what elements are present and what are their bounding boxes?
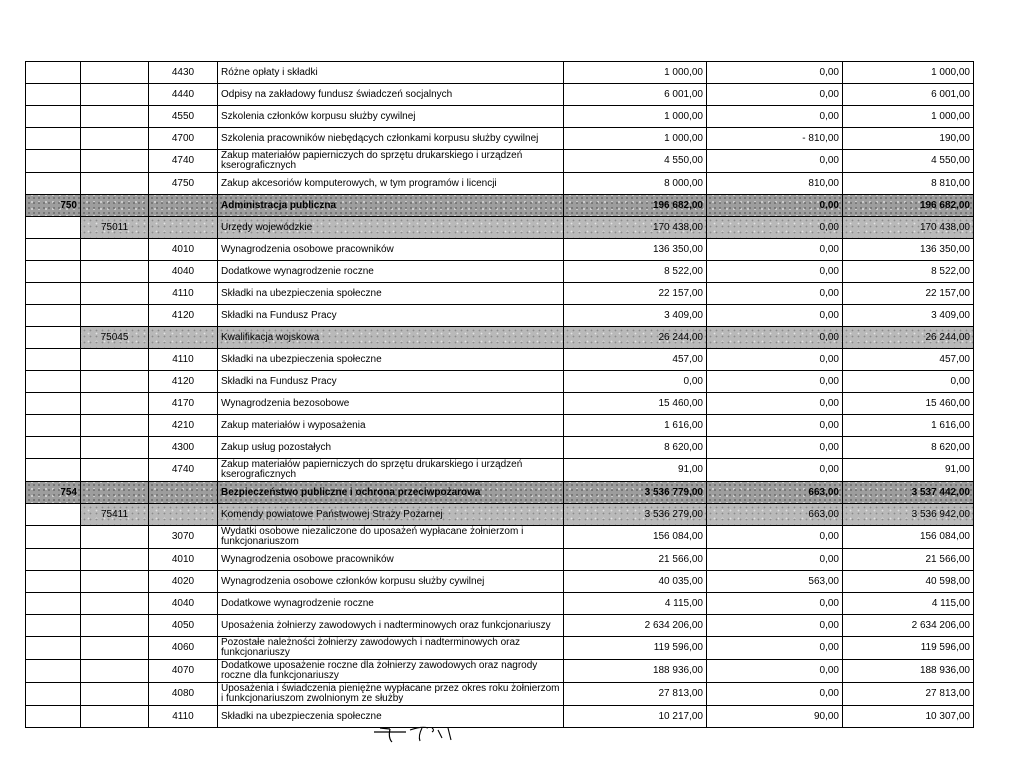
plan-amount-cell: 156 084,00 bbox=[564, 526, 707, 549]
change-amount-cell: 0,00 bbox=[707, 261, 843, 283]
after-change-amount-cell: 136 350,00 bbox=[843, 239, 974, 261]
section-row bbox=[26, 482, 974, 504]
paragraf-cell: 4120 bbox=[149, 371, 218, 393]
change-amount-cell: 0,00 bbox=[707, 217, 843, 239]
after-change-amount-cell: 196 682,00 bbox=[843, 195, 974, 217]
rozdzial-cell bbox=[81, 393, 149, 415]
plan-amount-cell: 6 001,00 bbox=[564, 84, 707, 106]
plan-amount-cell: 21 566,00 bbox=[564, 549, 707, 571]
table-row bbox=[26, 660, 974, 683]
paragraf-cell bbox=[149, 482, 218, 504]
handwritten-signature bbox=[366, 716, 496, 746]
rozdzial-cell bbox=[81, 549, 149, 571]
change-amount-cell: 810,00 bbox=[707, 173, 843, 195]
paragraf-cell: 4750 bbox=[149, 173, 218, 195]
after-change-amount-cell: 10 307,00 bbox=[843, 706, 974, 728]
paragraf-cell: 4010 bbox=[149, 239, 218, 261]
paragraf-cell bbox=[149, 327, 218, 349]
item-name-cell: Uposażenia i świadczenia pieniężne wypłacane przez okres roku żołnierzom i funkcjonariuszom zwolnionym ze służby bbox=[218, 683, 564, 706]
dzial-cell bbox=[26, 459, 81, 482]
dzial-cell bbox=[26, 106, 81, 128]
rozdzial-cell bbox=[81, 349, 149, 371]
table-row bbox=[26, 459, 974, 482]
rozdzial-cell bbox=[81, 305, 149, 327]
change-amount-cell: 0,00 bbox=[707, 349, 843, 371]
plan-amount-cell: 196 682,00 bbox=[564, 195, 707, 217]
rozdzial-cell bbox=[81, 683, 149, 706]
change-amount-cell: 0,00 bbox=[707, 195, 843, 217]
after-change-amount-cell: 26 244,00 bbox=[843, 327, 974, 349]
plan-amount-cell: 26 244,00 bbox=[564, 327, 707, 349]
dzial-cell bbox=[26, 349, 81, 371]
dzial-cell bbox=[26, 571, 81, 593]
after-change-amount-cell: 1 000,00 bbox=[843, 106, 974, 128]
change-amount-cell: 0,00 bbox=[707, 615, 843, 637]
dzial-cell bbox=[26, 393, 81, 415]
change-amount-cell: 0,00 bbox=[707, 415, 843, 437]
after-change-amount-cell: 27 813,00 bbox=[843, 683, 974, 706]
table-row bbox=[26, 571, 974, 593]
rozdzial-cell bbox=[81, 593, 149, 615]
table-row bbox=[26, 593, 974, 615]
paragraf-cell: 4740 bbox=[149, 150, 218, 173]
paragraf-cell bbox=[149, 504, 218, 526]
change-amount-cell: 0,00 bbox=[707, 371, 843, 393]
table-row bbox=[26, 393, 974, 415]
plan-amount-cell: 119 596,00 bbox=[564, 637, 707, 660]
plan-amount-cell: 8 000,00 bbox=[564, 173, 707, 195]
item-name-cell: Zakup materiałów i wyposażenia bbox=[218, 415, 564, 437]
dzial-cell bbox=[26, 84, 81, 106]
plan-amount-cell: 91,00 bbox=[564, 459, 707, 482]
change-amount-cell: 0,00 bbox=[707, 150, 843, 173]
paragraf-cell: 4110 bbox=[149, 283, 218, 305]
item-name-cell: Składki na Fundusz Pracy bbox=[218, 305, 564, 327]
dzial-cell bbox=[26, 239, 81, 261]
plan-amount-cell: 1 000,00 bbox=[564, 62, 707, 84]
rozdzial-cell bbox=[81, 239, 149, 261]
change-amount-cell: 0,00 bbox=[707, 62, 843, 84]
after-change-amount-cell: 188 936,00 bbox=[843, 660, 974, 683]
dzial-cell bbox=[26, 549, 81, 571]
plan-amount-cell: 40 035,00 bbox=[564, 571, 707, 593]
table-row bbox=[26, 526, 974, 549]
dzial-cell bbox=[26, 305, 81, 327]
rozdzial-cell bbox=[81, 482, 149, 504]
paragraf-cell: 4060 bbox=[149, 637, 218, 660]
plan-amount-cell: 8 522,00 bbox=[564, 261, 707, 283]
subsection-row bbox=[26, 327, 974, 349]
plan-amount-cell: 4 115,00 bbox=[564, 593, 707, 615]
item-name-cell: Bezpieczeństwo publiczne i ochrona przeciwpożarowa bbox=[218, 482, 564, 504]
table-row bbox=[26, 261, 974, 283]
plan-amount-cell: 10 217,00 bbox=[564, 706, 707, 728]
after-change-amount-cell: 6 001,00 bbox=[843, 84, 974, 106]
table-row bbox=[26, 415, 974, 437]
item-name-cell: Wydatki osobowe niezaliczone do uposażeń wypłacane żołnierzom i funkcjonariuszom bbox=[218, 526, 564, 549]
table-row bbox=[26, 173, 974, 195]
after-change-amount-cell: 8 810,00 bbox=[843, 173, 974, 195]
paragraf-cell: 4700 bbox=[149, 128, 218, 150]
rozdzial-cell bbox=[81, 660, 149, 683]
plan-amount-cell: 15 460,00 bbox=[564, 393, 707, 415]
table-row bbox=[26, 615, 974, 637]
table-row bbox=[26, 239, 974, 261]
rozdzial-cell bbox=[81, 128, 149, 150]
change-amount-cell: 0,00 bbox=[707, 549, 843, 571]
dzial-cell bbox=[26, 62, 81, 84]
plan-amount-cell: 22 157,00 bbox=[564, 283, 707, 305]
paragraf-cell: 4010 bbox=[149, 549, 218, 571]
change-amount-cell: 0,00 bbox=[707, 526, 843, 549]
after-change-amount-cell: 40 598,00 bbox=[843, 571, 974, 593]
after-change-amount-cell: 3 537 442,00 bbox=[843, 482, 974, 504]
item-name-cell: Zakup usług pozostałych bbox=[218, 437, 564, 459]
item-name-cell: Uposażenia żołnierzy zawodowych i nadterminowych oraz funkcjonariuszy bbox=[218, 615, 564, 637]
paragraf-cell: 4740 bbox=[149, 459, 218, 482]
table-row bbox=[26, 84, 974, 106]
dzial-cell bbox=[26, 327, 81, 349]
after-change-amount-cell: 457,00 bbox=[843, 349, 974, 371]
dzial-cell bbox=[26, 261, 81, 283]
rozdzial-cell bbox=[81, 437, 149, 459]
change-amount-cell: 0,00 bbox=[707, 393, 843, 415]
plan-amount-cell: 1 616,00 bbox=[564, 415, 707, 437]
plan-amount-cell: 8 620,00 bbox=[564, 437, 707, 459]
rozdzial-cell: 75011 bbox=[81, 217, 149, 239]
item-name-cell: Wynagrodzenia bezosobowe bbox=[218, 393, 564, 415]
dzial-cell bbox=[26, 526, 81, 549]
table-row bbox=[26, 437, 974, 459]
change-amount-cell: 0,00 bbox=[707, 593, 843, 615]
after-change-amount-cell: 15 460,00 bbox=[843, 393, 974, 415]
dzial-cell bbox=[26, 437, 81, 459]
section-row bbox=[26, 195, 974, 217]
change-amount-cell: 0,00 bbox=[707, 660, 843, 683]
table-row bbox=[26, 349, 974, 371]
item-name-cell: Wynagrodzenia osobowe członków korpusu służby cywilnej bbox=[218, 571, 564, 593]
dzial-cell bbox=[26, 615, 81, 637]
plan-amount-cell: 2 634 206,00 bbox=[564, 615, 707, 637]
plan-amount-cell: 188 936,00 bbox=[564, 660, 707, 683]
item-name-cell: Szkolenia pracowników niebędących członkami korpusu służby cywilnej bbox=[218, 128, 564, 150]
after-change-amount-cell: 2 634 206,00 bbox=[843, 615, 974, 637]
rozdzial-cell: 75045 bbox=[81, 327, 149, 349]
after-change-amount-cell: 4 115,00 bbox=[843, 593, 974, 615]
item-name-cell: Zakup akcesoriów komputerowych, w tym programów i licencji bbox=[218, 173, 564, 195]
dzial-cell: 754 bbox=[26, 482, 81, 504]
item-name-cell: Dodatkowe uposażenie roczne dla żołnierzy zawodowych oraz nagrody roczne dla funkcjonariuszy bbox=[218, 660, 564, 683]
paragraf-cell: 4110 bbox=[149, 349, 218, 371]
item-name-cell: Składki na ubezpieczenia społeczne bbox=[218, 349, 564, 371]
plan-amount-cell: 457,00 bbox=[564, 349, 707, 371]
dzial-cell bbox=[26, 217, 81, 239]
dzial-cell bbox=[26, 150, 81, 173]
plan-amount-cell: 27 813,00 bbox=[564, 683, 707, 706]
rozdzial-cell bbox=[81, 706, 149, 728]
paragraf-cell: 4040 bbox=[149, 261, 218, 283]
paragraf-cell bbox=[149, 195, 218, 217]
after-change-amount-cell: 91,00 bbox=[843, 459, 974, 482]
paragraf-cell: 4550 bbox=[149, 106, 218, 128]
dzial-cell bbox=[26, 593, 81, 615]
table-row bbox=[26, 106, 974, 128]
rozdzial-cell bbox=[81, 173, 149, 195]
item-name-cell: Dodatkowe wynagrodzenie roczne bbox=[218, 261, 564, 283]
paragraf-cell: 4440 bbox=[149, 84, 218, 106]
change-amount-cell: 0,00 bbox=[707, 106, 843, 128]
after-change-amount-cell: 8 620,00 bbox=[843, 437, 974, 459]
change-amount-cell: 0,00 bbox=[707, 683, 843, 706]
change-amount-cell: 0,00 bbox=[707, 459, 843, 482]
rozdzial-cell bbox=[81, 150, 149, 173]
item-name-cell: Odpisy na zakładowy fundusz świadczeń socjalnych bbox=[218, 84, 564, 106]
item-name-cell: Dodatkowe wynagrodzenie roczne bbox=[218, 593, 564, 615]
rozdzial-cell bbox=[81, 195, 149, 217]
after-change-amount-cell: 119 596,00 bbox=[843, 637, 974, 660]
table-body bbox=[26, 62, 974, 728]
dzial-cell bbox=[26, 637, 81, 660]
dzial-cell bbox=[26, 128, 81, 150]
paragraf-cell bbox=[149, 217, 218, 239]
change-amount-cell: 563,00 bbox=[707, 571, 843, 593]
dzial-cell bbox=[26, 706, 81, 728]
after-change-amount-cell: 156 084,00 bbox=[843, 526, 974, 549]
after-change-amount-cell: 8 522,00 bbox=[843, 261, 974, 283]
plan-amount-cell: 1 000,00 bbox=[564, 128, 707, 150]
change-amount-cell: 0,00 bbox=[707, 239, 843, 261]
change-amount-cell: 0,00 bbox=[707, 283, 843, 305]
paragraf-cell: 4430 bbox=[149, 62, 218, 84]
subsection-row bbox=[26, 504, 974, 526]
subsection-row bbox=[26, 217, 974, 239]
item-name-cell: Pozostałe należności żołnierzy zawodowych i nadterminowych oraz funkcjonariuszy bbox=[218, 637, 564, 660]
rozdzial-cell bbox=[81, 371, 149, 393]
plan-amount-cell: 4 550,00 bbox=[564, 150, 707, 173]
rozdzial-cell bbox=[81, 615, 149, 637]
item-name-cell: Różne opłaty i składki bbox=[218, 62, 564, 84]
table-row bbox=[26, 371, 974, 393]
paragraf-cell: 4210 bbox=[149, 415, 218, 437]
change-amount-cell: 0,00 bbox=[707, 84, 843, 106]
item-name-cell: Zakup materiałów papierniczych do sprzętu drukarskiego i urządzeń kserograficznych bbox=[218, 150, 564, 173]
paragraf-cell: 4170 bbox=[149, 393, 218, 415]
paragraf-cell: 4300 bbox=[149, 437, 218, 459]
paragraf-cell: 4050 bbox=[149, 615, 218, 637]
after-change-amount-cell: 1 000,00 bbox=[843, 62, 974, 84]
change-amount-cell: 0,00 bbox=[707, 437, 843, 459]
after-change-amount-cell: 21 566,00 bbox=[843, 549, 974, 571]
change-amount-cell: 90,00 bbox=[707, 706, 843, 728]
change-amount-cell: 0,00 bbox=[707, 327, 843, 349]
plan-amount-cell: 3 409,00 bbox=[564, 305, 707, 327]
dzial-cell bbox=[26, 415, 81, 437]
item-name-cell: Zakup materiałów papierniczych do sprzętu drukarskiego i urządzeń kserograficznych bbox=[218, 459, 564, 482]
change-amount-cell: 0,00 bbox=[707, 637, 843, 660]
plan-amount-cell: 170 438,00 bbox=[564, 217, 707, 239]
after-change-amount-cell: 3 536 942,00 bbox=[843, 504, 974, 526]
table-row bbox=[26, 283, 974, 305]
change-amount-cell: 0,00 bbox=[707, 305, 843, 327]
item-name-cell: Składki na ubezpieczenia społeczne bbox=[218, 283, 564, 305]
after-change-amount-cell: 0,00 bbox=[843, 371, 974, 393]
paragraf-cell: 4020 bbox=[149, 571, 218, 593]
after-change-amount-cell: 1 616,00 bbox=[843, 415, 974, 437]
rozdzial-cell: 75411 bbox=[81, 504, 149, 526]
paragraf-cell: 4110 bbox=[149, 706, 218, 728]
table-row bbox=[26, 637, 974, 660]
paragraf-cell: 4070 bbox=[149, 660, 218, 683]
rozdzial-cell bbox=[81, 283, 149, 305]
after-change-amount-cell: 4 550,00 bbox=[843, 150, 974, 173]
change-amount-cell: 663,00 bbox=[707, 482, 843, 504]
change-amount-cell: - 810,00 bbox=[707, 128, 843, 150]
table-row bbox=[26, 549, 974, 571]
item-name-cell: Wynagrodzenia osobowe pracowników bbox=[218, 239, 564, 261]
item-name-cell: Administracja publiczna bbox=[218, 195, 564, 217]
table-row bbox=[26, 706, 974, 728]
item-name-cell: Kwalifikacja wojskowa bbox=[218, 327, 564, 349]
rozdzial-cell bbox=[81, 261, 149, 283]
table-row bbox=[26, 305, 974, 327]
rozdzial-cell bbox=[81, 84, 149, 106]
budget-table bbox=[25, 61, 974, 728]
paragraf-cell: 4040 bbox=[149, 593, 218, 615]
dzial-cell bbox=[26, 173, 81, 195]
item-name-cell: Składki na Fundusz Pracy bbox=[218, 371, 564, 393]
item-name-cell: Komendy powiatowe Państwowej Straży Pożarnej bbox=[218, 504, 564, 526]
after-change-amount-cell: 22 157,00 bbox=[843, 283, 974, 305]
paragraf-cell: 3070 bbox=[149, 526, 218, 549]
dzial-cell bbox=[26, 683, 81, 706]
rozdzial-cell bbox=[81, 415, 149, 437]
rozdzial-cell bbox=[81, 637, 149, 660]
change-amount-cell: 663,00 bbox=[707, 504, 843, 526]
plan-amount-cell: 3 536 779,00 bbox=[564, 482, 707, 504]
table-row bbox=[26, 128, 974, 150]
rozdzial-cell bbox=[81, 571, 149, 593]
item-name-cell: Wynagrodzenia osobowe pracowników bbox=[218, 549, 564, 571]
dzial-cell bbox=[26, 504, 81, 526]
after-change-amount-cell: 3 409,00 bbox=[843, 305, 974, 327]
rozdzial-cell bbox=[81, 62, 149, 84]
plan-amount-cell: 1 000,00 bbox=[564, 106, 707, 128]
rozdzial-cell bbox=[81, 106, 149, 128]
item-name-cell: Składki na ubezpieczenia społeczne bbox=[218, 706, 564, 728]
dzial-cell: 750 bbox=[26, 195, 81, 217]
item-name-cell: Szkolenia członków korpusu służby cywilnej bbox=[218, 106, 564, 128]
after-change-amount-cell: 190,00 bbox=[843, 128, 974, 150]
paragraf-cell: 4080 bbox=[149, 683, 218, 706]
paragraf-cell: 4120 bbox=[149, 305, 218, 327]
plan-amount-cell: 0,00 bbox=[564, 371, 707, 393]
dzial-cell bbox=[26, 283, 81, 305]
table-row bbox=[26, 150, 974, 173]
dzial-cell bbox=[26, 660, 81, 683]
item-name-cell: Urzędy wojewódzkie bbox=[218, 217, 564, 239]
rozdzial-cell bbox=[81, 459, 149, 482]
table-row bbox=[26, 683, 974, 706]
rozdzial-cell bbox=[81, 526, 149, 549]
table-row bbox=[26, 62, 974, 84]
plan-amount-cell: 136 350,00 bbox=[564, 239, 707, 261]
dzial-cell bbox=[26, 371, 81, 393]
plan-amount-cell: 3 536 279,00 bbox=[564, 504, 707, 526]
after-change-amount-cell: 170 438,00 bbox=[843, 217, 974, 239]
